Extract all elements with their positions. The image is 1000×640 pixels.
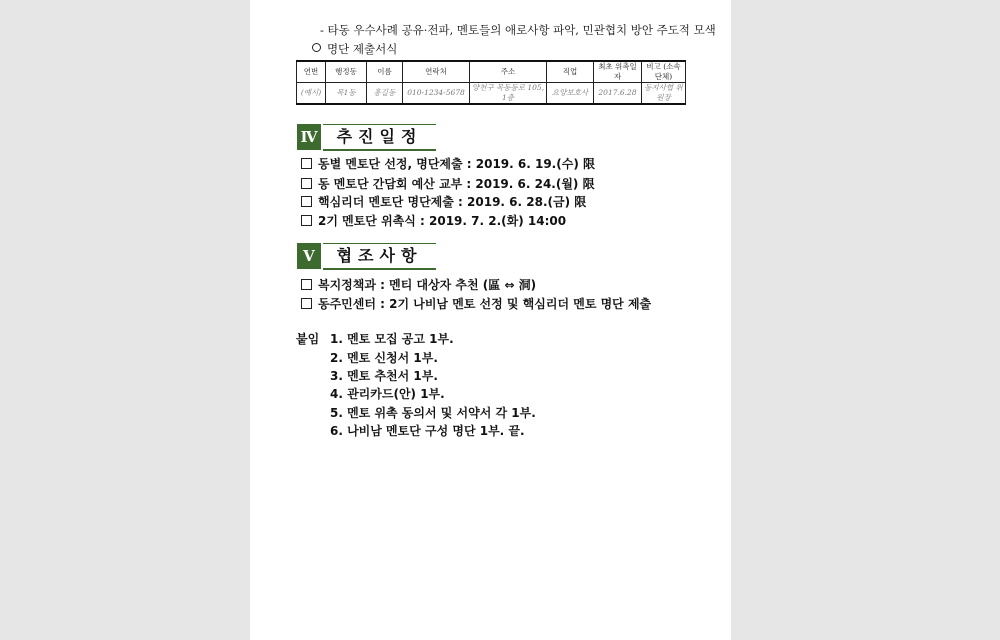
table-cell: 010-1234-5678 (403, 83, 470, 105)
list-item-label: 동 멘토단 간담회 예산 교부 : 2019. 6. 24.(월) 限 (318, 177, 595, 191)
list-item (301, 276, 536, 293)
attachment-item: 2. 멘토 신청서 1부. (330, 351, 438, 365)
table-header-cell: 직업 (547, 61, 594, 83)
list-item-label: 복지정책과 : 멘티 대상자 추천 (區 ⇔ 洞) (318, 278, 537, 292)
roster-form-table (296, 60, 686, 105)
table-header-cell: 비고 (소속단체) (642, 61, 686, 83)
section-title: 추진일정 (323, 124, 436, 151)
list-item (301, 193, 586, 210)
table-header-cell: 연번 (297, 61, 326, 83)
list-item (301, 175, 595, 192)
document-page (250, 0, 731, 640)
table-cell: 요양보호사 (547, 83, 594, 105)
list-item (301, 155, 595, 172)
table-header-cell: 연락처 (403, 61, 470, 83)
checkbox-square-icon (301, 298, 312, 309)
section-number: Ⅴ (297, 243, 321, 269)
table-header-row (297, 61, 686, 83)
table-cell: 양천구 목동동로 105, 1층 (470, 83, 547, 105)
list-item (301, 295, 651, 312)
table-header-cell: 이름 (367, 61, 403, 83)
checkbox-square-icon (301, 196, 312, 207)
checkbox-square-icon (301, 279, 312, 290)
attachment-item: 5. 멘토 위촉 동의서 및 서약서 각 1부. (330, 406, 536, 420)
list-item-label: 동별 멘토단 선정, 명단제출 : 2019. 6. 19.(수) 限 (318, 157, 595, 171)
circle-bullet-icon (312, 43, 321, 52)
section-number: Ⅳ (297, 124, 321, 150)
attachment-item: 6. 나비남 멘토단 구성 명단 1부. 끝. (330, 424, 525, 438)
table-cell: 2017.6.28 (594, 83, 642, 105)
list-item (301, 212, 566, 229)
list-item-label: 핵심리더 멘토단 명단제출 : 2019. 6. 28.(금) 限 (318, 195, 587, 209)
checkbox-square-icon (301, 178, 312, 189)
attachments-label: 붙임 (296, 332, 320, 346)
attachment-item: 1. 멘토 모집 공고 1부. (330, 332, 454, 346)
list-item-label: 동주민센터 : 2기 나비남 멘토 선정 및 핵심리더 멘토 명단 제출 (318, 297, 652, 311)
attachment-item: 4. 관리카드(안) 1부. (330, 387, 445, 401)
attachment-item: 3. 멘토 추천서 1부. (330, 369, 438, 383)
checkbox-square-icon (301, 215, 312, 226)
table-header-cell: 최초 위촉일자 (594, 61, 642, 83)
table-cell: 홍길동 (367, 83, 403, 105)
roster-form-heading (312, 41, 397, 57)
table-cell: 목1동 (326, 83, 367, 105)
table-cell: (예시) (297, 83, 326, 105)
checkbox-square-icon (301, 158, 312, 169)
table-cell: 동지사협 위원장 (642, 83, 686, 105)
table-row (297, 83, 686, 105)
table-header-cell: 주소 (470, 61, 547, 83)
roster-form-heading-label: 명단 제출서식 (327, 42, 398, 56)
section-title: 협조사항 (323, 243, 436, 270)
intro-dash-line: - 타동 우수사례 공유·전파, 멘토들의 애로사항 파악, 민관협치 방안 주도적 모색 (320, 23, 716, 37)
table-header-cell: 행정동 (326, 61, 367, 83)
list-item-label: 2기 멘토단 위촉식 : 2019. 7. 2.(화) 14:00 (318, 214, 567, 228)
